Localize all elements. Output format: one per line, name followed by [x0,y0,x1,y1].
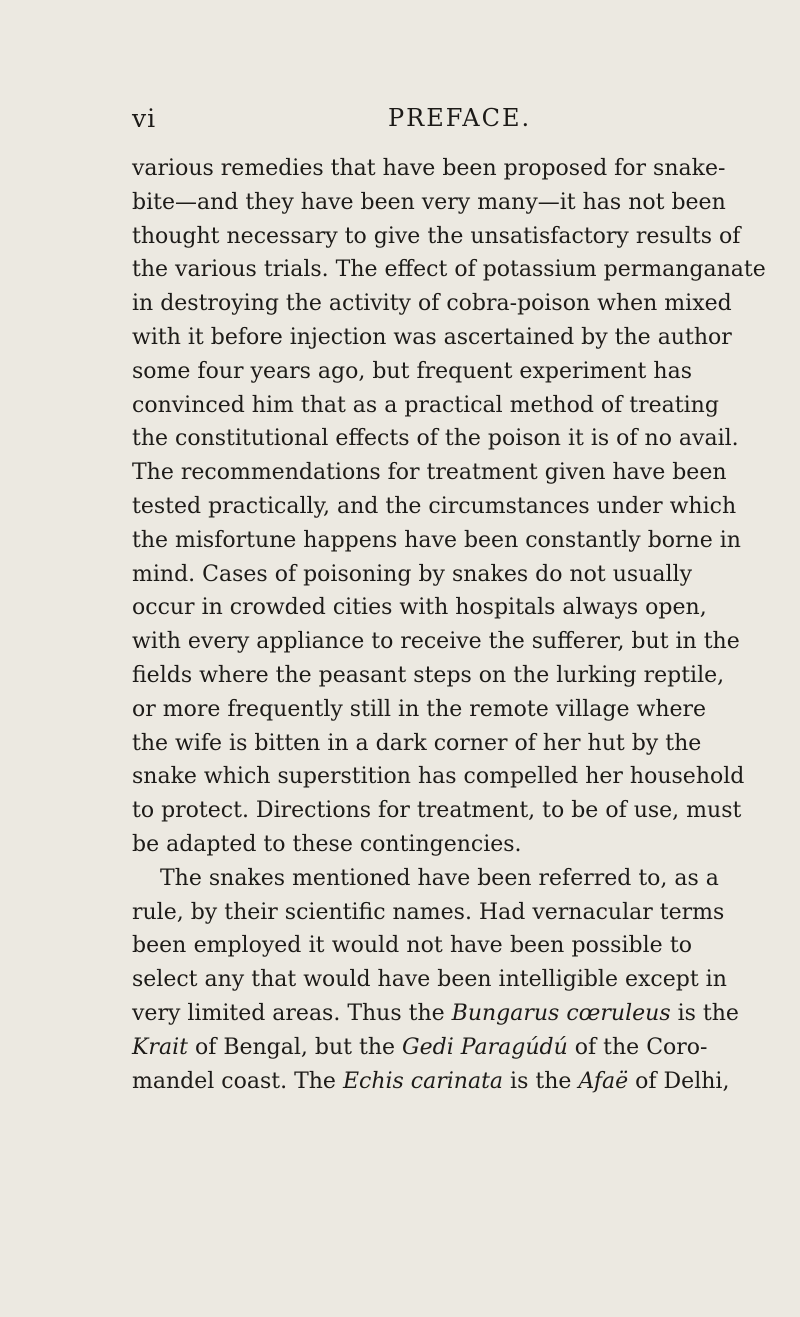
species-name-bungarus: Bungarus cœruleus [451,1000,671,1026]
text-line: bite—and they have been very many—it has not been [132,189,726,215]
text-line: occur in crowded cities with hospitals always open, [132,595,707,621]
text-line [132,997,739,1031]
page-number: vi [132,104,157,133]
text-run: of Delhi, [628,1068,730,1094]
text-line: the misfortune happens have been constantly borne in [132,527,741,553]
text-line: fields where the peasant steps on the lurking reptile, [132,662,725,688]
species-name-echis: Echis carinata [342,1068,504,1094]
page-header [132,104,692,138]
text-line: mind. Cases of poisoning by snakes do not usually [132,561,692,587]
paragraph-start-line: The snakes mentioned have been referred to, as a [160,865,719,891]
text-line: The recommendations for treatment given have been [132,460,727,486]
text-line: in destroying the activity of cobra-poison when mixed [132,291,732,317]
paragraph-end-line: be adapted to these contingencies. [132,831,522,857]
text-line: the various trials. The effect of potassium permanganate [132,257,766,283]
text-line: the wife is bitten in a dark corner of her hut by the [132,730,702,756]
vernacular-name-krait: Krait [132,1034,188,1060]
text-line: with it before injection was ascertained by the author [132,324,732,350]
vernacular-name-gedi: Gedi Paragúdú [402,1034,568,1060]
text-line: select any that would have been intelligible except in [132,967,727,993]
text-run: is the [503,1068,579,1094]
text-run: of the Coro- [567,1034,708,1060]
text-line: some four years ago, but frequent experiment has [132,358,692,384]
text-line: to protect. Directions for treatment, to be of use, must [132,798,742,824]
text-line: convinced him that as a practical method of treating [132,392,719,418]
text-line: with every appliance to receive the sufferer, but in the [132,629,740,655]
text-line: tested practically, and the circumstances under which [132,493,737,519]
text-run: mandel coast. The [132,1068,343,1094]
text-line [132,1031,708,1065]
text-line: rule, by their scientific names. Had vernacular terms [132,899,725,925]
text-line: been employed it would not have been possible to [132,933,692,959]
text-line [132,1065,730,1099]
body-text [132,152,766,1098]
running-head: PREFACE. [388,104,532,132]
vernacular-name-afae: Afaë [578,1068,629,1094]
text-run: very limited areas. Thus the [132,1000,452,1026]
text-run: is the [670,1000,739,1026]
text-line: or more frequently still in the remote village where [132,696,707,722]
text-line: thought necessary to give the unsatisfactory results of [132,223,741,249]
text-line: various remedies that have been proposed for snake- [132,156,726,181]
text-line: the constitutional effects of the poison it is of no avail. [132,426,739,452]
text-line: snake which superstition has compelled her household [132,764,745,790]
text-run: of Bengal, but the [187,1034,403,1060]
